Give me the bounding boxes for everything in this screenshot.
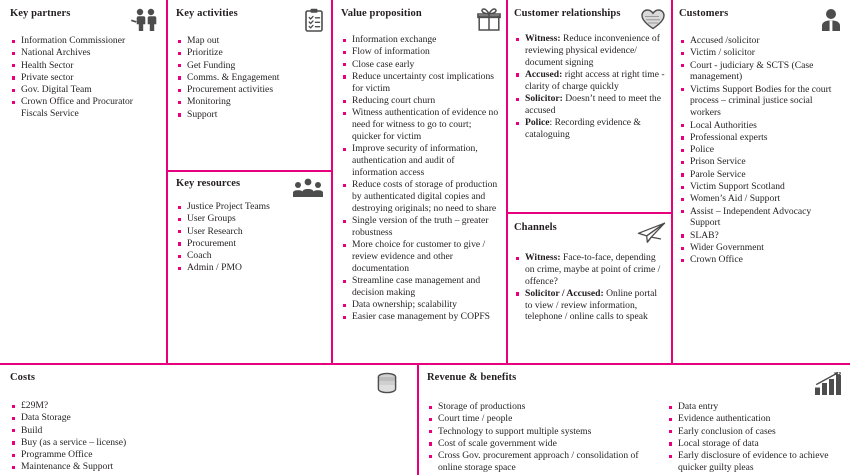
list-item: Easier case management by COPFS xyxy=(341,311,501,323)
list-item: National Archives xyxy=(10,47,160,59)
key-activities-list xyxy=(176,35,324,121)
divider-horizontal-main-bottom xyxy=(0,363,850,365)
person-icon xyxy=(820,8,842,32)
list-item: Evidence authentication xyxy=(667,413,835,425)
channels-list xyxy=(514,252,666,323)
list-item: User Research xyxy=(176,226,324,238)
key-activities-header xyxy=(176,8,324,32)
list-item: Victims Support Bodies for the court process – criminal justice social workers xyxy=(679,84,842,119)
list-item: Cost of scale government wide xyxy=(427,438,645,450)
list-item: Health Sector xyxy=(10,60,160,72)
cell-key-activities xyxy=(176,8,324,121)
list-item: User Groups xyxy=(176,213,324,225)
list-item: Close case early xyxy=(341,59,501,71)
list-item: Monitoring xyxy=(176,96,324,108)
clipboard-checklist-icon xyxy=(304,8,324,32)
key-partners-header xyxy=(10,8,160,32)
list-item: Police xyxy=(679,144,842,156)
list-item: Women’s Aid / Support xyxy=(679,193,842,205)
list-item-lead: Accused: xyxy=(525,68,563,80)
list-item-lead: Solicitor: xyxy=(525,92,563,104)
list-item: £29M? xyxy=(10,400,408,412)
list-item: SLAB? xyxy=(679,230,842,242)
list-item: Prioritize xyxy=(176,47,324,59)
list-item: Procurement activities xyxy=(176,84,324,96)
costs-title: Costs xyxy=(10,372,36,383)
two-people-icon xyxy=(130,8,160,32)
key-resources-title: Key resources xyxy=(176,178,241,189)
cell-key-partners xyxy=(10,8,160,121)
list-item xyxy=(514,69,666,93)
list-item: Streamline case management and decision making xyxy=(341,275,501,299)
value-proposition-title: Value proposition xyxy=(341,8,422,19)
cell-costs xyxy=(10,372,408,474)
list-item: Reduce uncertainty cost implications for victim xyxy=(341,71,501,95)
divider-vertical-partners-activities xyxy=(166,0,168,363)
revenue-title: Revenue & benefits xyxy=(427,372,517,383)
divider-vertical-costs-revenue xyxy=(417,363,419,475)
list-item-text: : Recording evidence & cataloguing xyxy=(525,117,641,140)
channels-title: Channels xyxy=(514,222,557,233)
customer-relationships-header xyxy=(514,8,666,30)
divider-horizontal-relationships-channels xyxy=(506,212,671,214)
list-item: Early conclusion of cases xyxy=(667,426,835,438)
cell-customers xyxy=(679,8,842,267)
list-item: Map out xyxy=(176,35,324,47)
cell-channels xyxy=(514,222,666,324)
list-item: Build xyxy=(10,425,408,437)
list-item: Programme Office xyxy=(10,449,408,461)
costs-header xyxy=(10,372,408,396)
list-item: More choice for customer to give / review evidence and other documentation xyxy=(341,239,501,274)
divider-vertical-relationships-customers xyxy=(671,0,673,363)
list-item-lead: Police xyxy=(525,117,550,129)
list-item: Buy (as a service – license) xyxy=(10,437,408,449)
customer-relationships-list xyxy=(514,33,666,141)
list-item: Procurement xyxy=(176,238,324,250)
list-item: Court time / people xyxy=(427,413,645,425)
list-item: Private sector xyxy=(10,72,160,84)
list-item xyxy=(514,33,666,68)
bar-chart-growth-icon xyxy=(814,372,842,396)
list-item: Crown Office xyxy=(679,254,842,266)
list-item: Reducing court churn xyxy=(341,95,501,107)
divider-horizontal-activities-resources xyxy=(166,170,331,172)
list-item: Maintenance & Support xyxy=(10,461,408,473)
list-item: Prison Service xyxy=(679,156,842,168)
costs-list xyxy=(10,400,408,473)
revenue-list-right xyxy=(667,401,835,474)
list-item-text: right access at right time - clarity of charge quickly xyxy=(525,68,665,92)
list-item: Victim / solicitor xyxy=(679,47,842,59)
list-item xyxy=(514,117,666,141)
list-item: Victim Support Scotland xyxy=(679,181,842,193)
list-item: Admin / PMO xyxy=(176,262,324,274)
list-item: Assist – Independent Advocacy Support xyxy=(679,206,842,230)
customers-title: Customers xyxy=(679,8,729,19)
value-proposition-list xyxy=(341,34,501,323)
list-item: Gov. Digital Team xyxy=(10,84,160,96)
list-item xyxy=(514,93,666,117)
list-item: Early disclosure of evidence to achieve quicker guilty pleas xyxy=(667,450,835,474)
list-item: Data ownership; scalability xyxy=(341,299,501,311)
list-item: Local storage of data xyxy=(667,438,835,450)
paper-plane-icon xyxy=(636,222,666,244)
list-item-lead: Witness: xyxy=(525,33,561,44)
list-item: Local Authorities xyxy=(679,120,842,132)
revenue-header xyxy=(427,372,842,396)
cell-key-resources xyxy=(176,178,324,275)
list-item: Coach xyxy=(176,250,324,262)
list-item: Technology to support multiple systems xyxy=(427,426,645,438)
revenue-columns xyxy=(427,398,842,474)
list-item: Get Funding xyxy=(176,60,324,72)
list-item: Professional experts xyxy=(679,132,842,144)
list-item-text: Reduce inconvenience of reviewing physical evidence/ document signing xyxy=(525,33,660,68)
cell-customer-relationships xyxy=(514,8,666,141)
list-item: Wider Government xyxy=(679,242,842,254)
list-item-text: Face-to-face, depending on crime, maybe at point of crime / offence? xyxy=(525,252,661,287)
key-activities-title: Key activities xyxy=(176,8,238,19)
list-item: Data entry xyxy=(667,401,835,413)
key-partners-title: Key partners xyxy=(10,8,71,19)
list-item: Support xyxy=(176,109,324,121)
list-item: Reduce costs of storage of production by authenticated digital copies and destroying originals; no need to share xyxy=(341,179,501,214)
channels-header xyxy=(514,222,666,244)
gift-icon xyxy=(477,8,501,31)
list-item-text: Online portal to view / review information, telephone / online calls to speak xyxy=(525,287,657,323)
list-item: Cross Gov. procurement approach / consolidation of online storage space xyxy=(427,450,645,474)
key-partners-list xyxy=(10,35,160,120)
key-resources-list xyxy=(176,201,324,274)
customers-header xyxy=(679,8,842,32)
list-item: Accused /solicitor xyxy=(679,35,842,47)
list-item-lead: Solicitor / Accused: xyxy=(525,287,604,299)
cell-revenue-benefits xyxy=(427,372,842,474)
list-item: Court - judiciary & SCTS (Case management) xyxy=(679,60,842,84)
list-item: Comms. & Engagement xyxy=(176,72,324,84)
divider-vertical-activities-value xyxy=(331,0,333,363)
list-item xyxy=(514,252,666,287)
value-proposition-header xyxy=(341,8,501,31)
divider-vertical-value-relationships xyxy=(506,0,508,363)
list-item: Witness authentication of evidence no need for witness to go to court; quicker for victim xyxy=(341,107,501,142)
group-of-people-icon xyxy=(292,178,324,198)
heart-icon xyxy=(640,8,666,30)
list-item: Improve security of information, authentication and audit of information access xyxy=(341,143,501,178)
revenue-list-left xyxy=(427,401,645,474)
list-item: Flow of information xyxy=(341,46,501,58)
list-item: Information exchange xyxy=(341,34,501,46)
list-item xyxy=(514,288,666,323)
list-item: Data Storage xyxy=(10,412,408,424)
list-item-lead: Witness: xyxy=(525,252,561,263)
list-item-text: Doesn’t need to meet the accused xyxy=(525,92,661,116)
customers-list xyxy=(679,35,842,266)
list-item: Information Commissioner xyxy=(10,35,160,47)
list-item: Parole Service xyxy=(679,169,842,181)
cell-value-proposition xyxy=(341,8,501,324)
customer-relationships-title: Customer relationships xyxy=(514,8,621,19)
list-item: Storage of productions xyxy=(427,401,645,413)
list-item: Justice Project Teams xyxy=(176,201,324,213)
list-item: Crown Office and Procurator Fiscals Service xyxy=(10,96,160,120)
list-item: Single version of the truth – greater robustness xyxy=(341,215,501,239)
coins-stack-icon xyxy=(374,372,400,396)
key-resources-header xyxy=(176,178,324,198)
